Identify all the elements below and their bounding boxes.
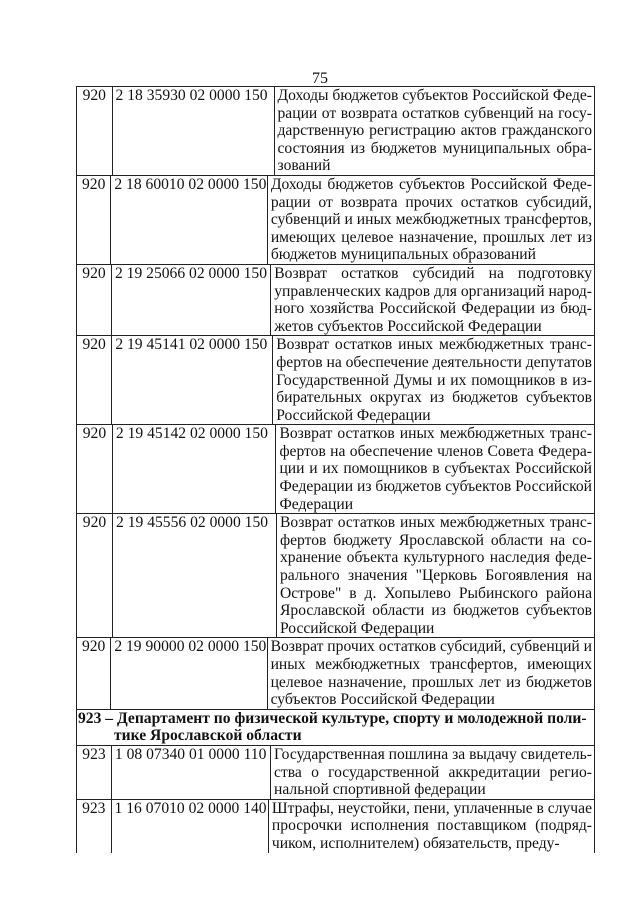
description-line: просрочки исполнения поставщиком (подряд- xyxy=(271,817,592,835)
description-line: Федерации из бюджетов субъектов Российской xyxy=(279,478,592,496)
description-line: фертов бюджету Ярославской области на со- xyxy=(280,531,592,549)
description-line: рации от возврата прочих остатков субсидий, xyxy=(270,193,592,211)
description-line: зований xyxy=(277,157,331,175)
description-line: чиком, исполнителем) обязательств, преду- xyxy=(271,834,560,852)
description-line: фертов на обеспечение деятельности депутатов xyxy=(276,353,592,371)
page-number: 75 xyxy=(312,70,328,87)
budget-code-cell: 2 19 45556 02 0000 150 xyxy=(113,514,277,637)
description-cell xyxy=(277,514,594,637)
description-line: Ярославской области из бюджетов субъектов xyxy=(280,602,592,620)
description-line: Острове" в д. Хопылево Рыбинского района xyxy=(280,584,592,602)
description-line: хранение объекта культурного наследия феде- xyxy=(280,549,592,567)
description-line: Доходы бюджетов субъектов Российской Феде- xyxy=(277,87,592,104)
description-cell xyxy=(276,425,594,513)
section-title-line-2: тике Ярославской области xyxy=(114,727,302,745)
table-row xyxy=(76,638,595,709)
description-line: Штрафы, неустойки, пени, уплаченные в случае xyxy=(271,799,592,817)
description-line: Возврат прочих остатков субсидий, субвенций и xyxy=(270,638,592,656)
table-row xyxy=(76,176,595,265)
budget-code-cell: 1 16 07010 02 0000 140 xyxy=(112,800,269,853)
admin-code-cell: 920 xyxy=(77,87,113,175)
description-line: ции и их помощников в субъектах Российской xyxy=(279,460,592,478)
description-line: субвенций и иных межбюджетных трансфертов, xyxy=(270,211,592,229)
description-line: Российской Федерации xyxy=(280,619,435,637)
table-body-920 xyxy=(76,87,595,710)
admin-code-cell: 920 xyxy=(77,638,111,708)
section-title-line-1: 923 – Департамент по физической культуре, спорту и молодежной поли- xyxy=(78,709,587,727)
table-row xyxy=(76,425,595,514)
budget-code-cell: 1 08 07340 01 0000 110 xyxy=(112,746,271,799)
budget-code-cell: 2 19 45142 02 0000 150 xyxy=(113,425,277,513)
budget-code-cell: 2 19 90000 02 0000 150 xyxy=(111,638,267,708)
table-row xyxy=(76,746,595,800)
description-line: имеющих целевое назначение, прошлых лет из xyxy=(270,228,592,246)
description-line: фертов на обеспечение членов Совета Федера- xyxy=(279,442,592,460)
admin-code-cell: 920 xyxy=(77,265,112,335)
description-line: управленческих кадров для организаций народ- xyxy=(274,282,592,300)
description-line: Государственная пошлина за выдачу свидетель- xyxy=(274,745,592,763)
admin-code-cell: 920 xyxy=(77,425,113,513)
admin-code-cell: 923 xyxy=(77,800,112,853)
description-line: Возврат остатков иных межбюджетных транс- xyxy=(280,514,592,532)
description-line: ства о государственной аккредитации регио- xyxy=(274,763,592,781)
table-row xyxy=(76,265,595,336)
section-header-923 xyxy=(76,710,595,746)
description-line: Возврат остатков иных межбюджетных транс- xyxy=(279,425,592,443)
admin-code-cell: 920 xyxy=(77,336,112,424)
description-cell xyxy=(268,176,594,264)
description-line: Российской Федерации xyxy=(276,406,431,424)
description-line: рации от возврата остатков субвенций на госу- xyxy=(277,104,592,122)
description-line: Возврат остатков субсидий на подготовку xyxy=(274,264,592,282)
budget-code-cell: 2 19 25066 02 0000 150 xyxy=(112,265,271,335)
description-line: дарственную регистрацию актов гражданского xyxy=(277,122,592,140)
description-cell xyxy=(269,800,594,853)
description-line: Доходы бюджетов субъектов Российской Феде- xyxy=(270,175,592,193)
description-line: субъектов Российской Федерации xyxy=(270,691,495,709)
table-row xyxy=(76,336,595,425)
budget-code-cell: 2 18 35930 02 0000 150 xyxy=(113,87,275,175)
description-line: иных межбюджетных трансфертов, имеющих xyxy=(270,656,592,673)
description-line: бирательных округах из бюджетов субъектов xyxy=(276,389,592,407)
admin-code-cell: 920 xyxy=(77,176,111,264)
table-row xyxy=(76,87,595,176)
description-line: ного хозяйства Российской Федерации из бюд- xyxy=(274,300,592,318)
description-cell xyxy=(268,638,594,708)
table-body-923 xyxy=(76,746,595,853)
description-line: Государственной Думы и их помощников в из- xyxy=(276,371,592,389)
table-row xyxy=(76,800,595,853)
description-line: рального значения "Церковь Богоявления на xyxy=(280,567,592,585)
description-cell xyxy=(273,336,594,424)
description-cell xyxy=(271,265,594,335)
description-line: жетов субъектов Российской Федерации xyxy=(274,317,542,335)
description-line: Федерации xyxy=(279,495,354,513)
table-row xyxy=(76,514,595,638)
description-line: целевое назначение, прошлых лет из бюджетов xyxy=(270,673,592,691)
description-cell xyxy=(271,746,594,799)
description-line: состояния из бюджетов муниципальных обра- xyxy=(277,139,592,157)
description-cell xyxy=(275,87,595,175)
description-line: бюджетов муниципальных образований xyxy=(270,246,536,264)
description-line: Возврат остатков иных межбюджетных транс- xyxy=(276,336,592,354)
revenue-table xyxy=(76,86,595,853)
description-line: нальной спортивной федерации xyxy=(274,781,486,799)
admin-code-cell: 923 xyxy=(77,746,112,799)
admin-code-cell: 920 xyxy=(77,514,113,637)
budget-code-cell: 2 18 60010 02 0000 150 xyxy=(111,176,267,264)
budget-code-cell: 2 19 45141 02 0000 150 xyxy=(112,336,273,424)
